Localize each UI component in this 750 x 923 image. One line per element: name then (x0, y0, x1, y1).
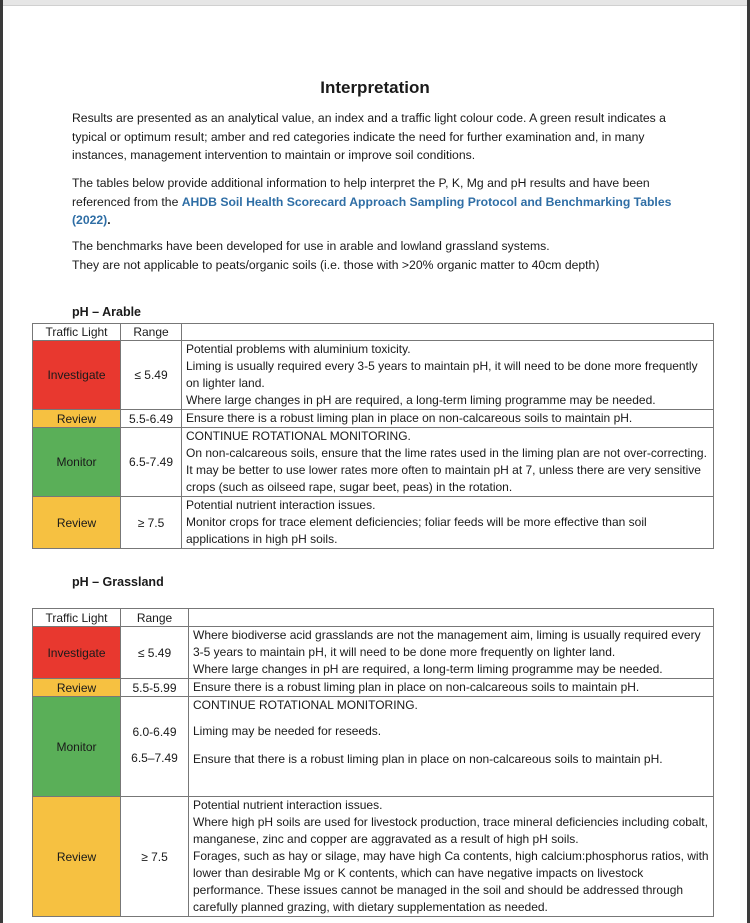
header-traffic-light: Traffic Light (33, 324, 121, 341)
header-empty (189, 609, 714, 627)
range-cell (121, 697, 189, 715)
description-cell (189, 797, 714, 917)
table-row (33, 428, 714, 497)
traffic-light-cell: Review (33, 797, 121, 917)
table-row (33, 749, 714, 797)
description-line: Where high pH soils are used for livestock production, trace mineral deficiencies including cobalt, manganese, zinc and copper are aggravated as a result of high pH soils. (193, 815, 708, 846)
description-cell (182, 497, 714, 549)
range-cell: 5.5-6.49 (121, 410, 182, 428)
traffic-light-cell: Investigate (33, 627, 121, 679)
description-line: Potential problems with aluminium toxicity. (186, 342, 411, 356)
description-line: Potential nutrient interaction issues. (186, 498, 376, 512)
traffic-light-cell: Review (33, 410, 121, 428)
arable-ph-table (32, 323, 714, 549)
range-cell: ≤ 5.49 (121, 341, 182, 410)
header-range: Range (121, 324, 182, 341)
description-line: On non-calcareous soils, ensure that the lime rates used in the liming plan are not over-correcting. It may be better to use lower rates more often to maintain pH at 7, unless there are very sensitive crops (such as oilseed rape, sugar beet, peas) in the rotation. (186, 446, 707, 494)
table-row (33, 497, 714, 549)
description-cell: Liming may be needed for reseeds. (189, 715, 714, 749)
window-top-edge (0, 0, 750, 6)
intro-paragraph-3 (72, 237, 682, 274)
grassland-ph-table (32, 608, 714, 917)
range-cell: ≥ 7.5 (121, 797, 189, 917)
traffic-light-cell: Monitor (33, 428, 121, 497)
table-header-row (33, 324, 714, 341)
range-cell: 6.5–7.49 (121, 749, 189, 797)
range-cell: ≤ 5.49 (121, 627, 189, 679)
intro-paragraph-1: Results are presented as an analytical value, an index and a traffic light colour code. A green result indicates a typical or optimum result; amber and red categories indicate the need for further examination and, in many instances, management intervention to maintain or improve soil conditions. (72, 111, 666, 162)
description-cell (182, 428, 714, 497)
header-range: Range (121, 609, 189, 627)
range-cell: 6.5-7.49 (121, 428, 182, 497)
table-row (33, 679, 714, 697)
page-title: Interpretation (320, 78, 430, 97)
ahdb-reference-link[interactable]: AHDB Soil Health Scorecard Approach Sampling Protocol and Benchmarking Tables (2022) (72, 194, 672, 227)
traffic-light-cell: Review (33, 679, 121, 697)
description-line: Potential nutrient interaction issues. (193, 798, 383, 812)
description-cell: Ensure that there is a robust liming plan in place on non-calcareous soils to maintain pH. (189, 749, 714, 797)
description-line: CONTINUE ROTATIONAL MONITORING. (186, 429, 411, 443)
description-cell (182, 341, 714, 410)
description-cell (189, 627, 714, 679)
header-traffic-light: Traffic Light (33, 609, 121, 627)
description-cell: Ensure there is a robust liming plan in place on non-calcareous soils to maintain pH. (182, 410, 714, 428)
arable-section-title: pH – Arable (72, 305, 142, 319)
range-cell: 6.0-6.49 (121, 715, 189, 749)
traffic-light-cell: Review (33, 497, 121, 549)
table-row (33, 715, 714, 749)
description-line: Where biodiverse acid grasslands are not the management aim, liming is usually required every 3-5 years to maintain pH, it will need to be done more frequently on lighter land. (193, 628, 701, 659)
intro-period: . (107, 213, 111, 227)
table-header-row (33, 609, 714, 627)
description-line: Where large changes in pH are required, a long-term liming programme may be needed. (193, 662, 663, 676)
description-line: Where large changes in pH are required, a long-term liming programme may be needed. (186, 393, 656, 407)
table-row (33, 797, 714, 917)
description-cell: Ensure there is a robust liming plan in place on non-calcareous soils to maintain pH. (189, 679, 714, 697)
left-border (0, 0, 3, 923)
header-empty (182, 324, 714, 341)
description-line: Liming is usually required every 3-5 years to maintain pH, it will need to be done more frequently on lighter land. (186, 359, 698, 390)
traffic-light-cell: Investigate (33, 341, 121, 410)
traffic-light-cell: Monitor (33, 697, 121, 797)
intro-text: The tables below provide additional information to help interpret the P, K, Mg and pH results and have been referenced from the (72, 176, 650, 209)
table-row (33, 341, 714, 410)
benchmark-note-1: The benchmarks have been developed for use in arable and lowland grassland systems. (72, 239, 550, 253)
range-cell: 5.5-5.99 (121, 679, 189, 697)
range-cell: ≥ 7.5 (121, 497, 182, 549)
benchmark-note-2: They are not applicable to peats/organic soils (i.e. those with >20% organic matter to 40cm depth) (72, 257, 600, 272)
grassland-section-title: pH – Grassland (72, 575, 164, 589)
description-cell: CONTINUE ROTATIONAL MONITORING. (189, 697, 714, 715)
table-row (33, 410, 714, 428)
description-line: Monitor crops for trace element deficiencies; foliar feeds will be more effective than soil applications in high pH soils. (186, 515, 647, 546)
intro-paragraph-2 (72, 174, 682, 230)
table-row (33, 697, 714, 715)
description-line: Forages, such as hay or silage, may have high Ca contents, high calcium:phosphorus ratios, with lower than desirable Mg or K contents, which can have negative impacts on livestock performance. These issues cannot be managed in the soil and should be addressed through carefully planned grazing, with dietary supplementation as needed. (193, 849, 709, 914)
table-row (33, 627, 714, 679)
